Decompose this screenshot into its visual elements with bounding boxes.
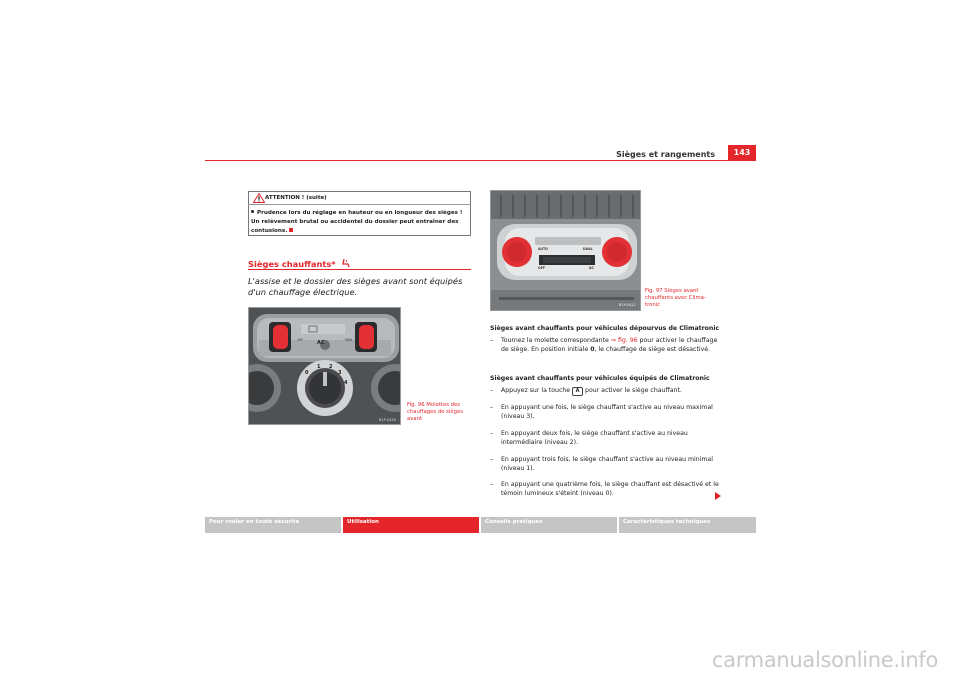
list-item: – Tournez la molette correspondante ⇒ fig. 96 pour activer le chauffage de siège. En position initiale 0, le chauffage de siège est désactivé.	[490, 337, 718, 353]
fig97-off-label: OFF	[538, 266, 546, 270]
fig97-dual-label: DUAL	[583, 247, 593, 251]
heading-without-climatronic: Sièges avant chauffants pour véhicules dépourvus de Climatronic	[490, 325, 720, 332]
bullet-icon	[251, 210, 254, 213]
header-divider	[205, 160, 756, 161]
key-a-icon: A	[572, 387, 583, 396]
list-item: – Appuyez sur la touche A pour activer le siège chauffant.	[490, 387, 682, 394]
tab-technical-specs[interactable]: Caractéristiques techniques	[619, 517, 756, 533]
fig96-max-label: MAX	[345, 338, 353, 342]
item-text: pour activer le chauffage de siège. En position initiale	[501, 337, 718, 353]
instructions-column	[490, 324, 730, 504]
item-text: En appuyant trois fois, le siège chauffant s'active au niveau minimal (niveau 1).	[501, 456, 713, 472]
warning-text	[251, 209, 467, 236]
item-text: Appuyez sur la touche	[501, 387, 573, 394]
svg-text:4: 4	[344, 380, 348, 386]
continue-arrow-icon	[715, 492, 721, 500]
figure-97-caption: Fig. 97 Sièges avant chauffants avec Clima-tronic	[645, 288, 706, 308]
fig96-ac-label: AC	[317, 340, 325, 346]
climatronic-panel-illustration	[491, 191, 641, 311]
warning-triangle-icon	[253, 193, 265, 203]
svg-text:2: 2	[329, 364, 333, 370]
svg-text:3: 3	[338, 370, 342, 376]
fig97-ac-label: AC	[589, 266, 594, 270]
figure-96-caption: Fig. 96 Molettes des chauffages de sièges avant	[407, 402, 464, 422]
warning-body: Prudence lors du réglage en hauteur ou en longueur des sièges ! Un relèvement brutal ou accidentel du dossier peut entraîner des contusions.	[251, 210, 463, 234]
page-number: 143	[728, 145, 756, 161]
heading-with-climatronic: Sièges avant chauffants pour véhicules équipés de Climatronic	[490, 375, 710, 382]
warning-title: ATTENTION ! (suite)	[265, 195, 327, 201]
tab-practical-tips[interactable]: Conseils pratiques	[481, 517, 617, 533]
svg-text:0: 0	[305, 370, 309, 376]
figure-97-image	[490, 190, 641, 311]
fig96-code: B1P-0426	[379, 418, 396, 422]
end-of-section-icon	[289, 228, 293, 232]
page-header-title: Sièges et rangements	[616, 150, 715, 159]
tab-safety[interactable]: Pour rouler en toute sécurité	[205, 517, 341, 533]
list-item: – En appuyant une quatrième fois, le siège chauffant est désactivé et le témoin lumineux s'éteint (niveau 0).	[490, 481, 719, 497]
tab-usage[interactable]: Utilisation	[343, 517, 479, 533]
fig97-auto-label: AUTO	[538, 247, 548, 251]
fig97-code: B1P-0412	[619, 303, 636, 307]
section-divider	[248, 269, 471, 270]
seat-heating-icon	[341, 258, 351, 268]
list-item: – En appuyant trois fois, le siège chauffant s'active au niveau minimal (niveau 1).	[490, 456, 713, 472]
fig-96-link[interactable]: ⇒ fig. 96	[610, 337, 638, 344]
section-title	[248, 258, 351, 269]
figure-96-image	[248, 307, 401, 425]
list-item: – En appuyant une fois, le siège chauffant s'active au niveau maximal (niveau 3).	[490, 404, 713, 420]
list-item: – En appuyant deux fois, le siège chauffant s'active au niveau intermédiaire (niveau 2).	[490, 430, 688, 446]
svg-text:1: 1	[317, 364, 321, 370]
item-text: , le chauffage de siège est désactivé.	[594, 346, 711, 353]
section-intro: L'assise et le dossier des sièges avant sont équipés d'un chauffage électrique.	[248, 276, 463, 297]
heater-control-panel-illustration	[249, 308, 401, 425]
item-text: En appuyant une fois, le siège chauffant s'active au niveau maximal (niveau 3).	[501, 404, 713, 420]
item-text: pour activer le siège chauffant.	[583, 387, 682, 394]
item-text: Tournez la molette correspondante	[501, 337, 611, 344]
section-title-text: Sièges chauffants*	[248, 259, 336, 269]
fig96-off-label: OFF	[297, 338, 304, 342]
item-text: En appuyant deux fois, le siège chauffant s'active au niveau intermédiaire (niveau 2).	[501, 430, 688, 446]
item-text: En appuyant une quatrième fois, le siège chauffant est désactivé et le témoin lumineux s'éteint (niveau 0).	[501, 481, 719, 497]
item-text-bold: 0	[590, 346, 595, 353]
watermark-text: carmanualsonline.info	[711, 648, 938, 672]
